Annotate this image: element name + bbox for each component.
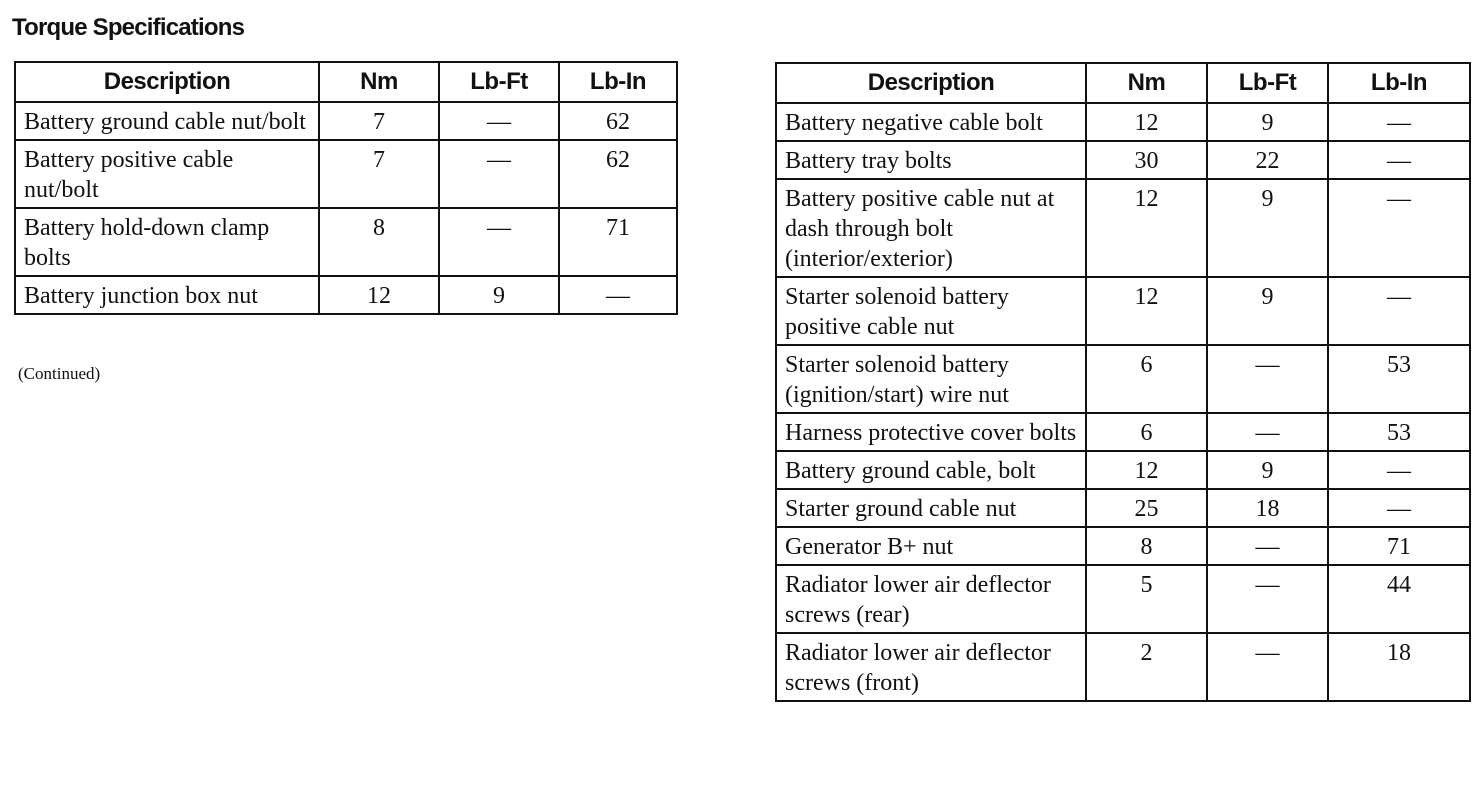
cell-lb-in: — (1328, 141, 1470, 179)
cell-description: Starter ground cable nut (776, 489, 1086, 527)
cell-lb-in: — (559, 276, 677, 314)
cell-nm: 6 (1086, 345, 1207, 413)
cell-lb-in: 53 (1328, 413, 1470, 451)
cell-description: Battery positive cable nut/bolt (15, 140, 319, 208)
cell-lb-in: — (1328, 179, 1470, 277)
cell-nm: 12 (1086, 277, 1207, 345)
page-title: Torque Specifications (12, 14, 245, 41)
cell-nm: 12 (1086, 451, 1207, 489)
column-header-lb-in: Lb-In (1328, 63, 1470, 103)
cell-description: Battery negative cable bolt (776, 103, 1086, 141)
cell-nm: 12 (1086, 103, 1207, 141)
cell-lb-in: — (1328, 103, 1470, 141)
cell-lb-ft: 9 (1207, 451, 1328, 489)
cell-nm: 5 (1086, 565, 1207, 633)
cell-description: Radiator lower air deflector screws (rear) (776, 565, 1086, 633)
table-row (15, 102, 677, 140)
cell-lb-in: 62 (559, 140, 677, 208)
column-header-description: Description (15, 62, 319, 102)
cell-lb-in: — (1328, 451, 1470, 489)
table-row (15, 276, 677, 314)
column-header-description: Description (776, 63, 1086, 103)
cell-lb-in: 18 (1328, 633, 1470, 701)
cell-description: Battery tray bolts (776, 141, 1086, 179)
column-header-nm: Nm (1086, 63, 1207, 103)
table-row (776, 277, 1470, 345)
table-row (776, 633, 1470, 701)
column-header-lb-ft: Lb-Ft (1207, 63, 1328, 103)
table-header-row (776, 63, 1470, 103)
table-row (776, 179, 1470, 277)
continued-note: (Continued) (18, 364, 101, 383)
cell-description: Starter solenoid battery positive cable nut (776, 277, 1086, 345)
cell-description: Starter solenoid battery (ignition/start) wire nut (776, 345, 1086, 413)
cell-lb-in: — (1328, 277, 1470, 345)
cell-description: Battery junction box nut (15, 276, 319, 314)
table-row (776, 141, 1470, 179)
cell-lb-in: — (1328, 489, 1470, 527)
cell-nm: 12 (319, 276, 439, 314)
cell-nm: 30 (1086, 141, 1207, 179)
cell-lb-in: 62 (559, 102, 677, 140)
cell-nm: 6 (1086, 413, 1207, 451)
cell-lb-ft: — (439, 208, 559, 276)
table-row (776, 413, 1470, 451)
table-row (15, 208, 677, 276)
cell-lb-ft: — (1207, 527, 1328, 565)
cell-description: Battery ground cable nut/bolt (15, 102, 319, 140)
cell-lb-ft: 22 (1207, 141, 1328, 179)
cell-lb-in: 53 (1328, 345, 1470, 413)
torque-table-right (775, 62, 1471, 702)
cell-lb-ft: — (1207, 565, 1328, 633)
cell-nm: 7 (319, 102, 439, 140)
table-body-left (15, 102, 677, 314)
table-row (776, 565, 1470, 633)
table-row (776, 345, 1470, 413)
cell-lb-ft: 9 (439, 276, 559, 314)
table-header-row (15, 62, 677, 102)
cell-lb-ft: 18 (1207, 489, 1328, 527)
cell-lb-ft: 9 (1207, 179, 1328, 277)
cell-description: Harness protective cover bolts (776, 413, 1086, 451)
cell-nm: 8 (319, 208, 439, 276)
column-header-lb-ft: Lb-Ft (439, 62, 559, 102)
cell-lb-in: 71 (559, 208, 677, 276)
cell-lb-ft: — (439, 102, 559, 140)
table-row (776, 527, 1470, 565)
cell-nm: 12 (1086, 179, 1207, 277)
column-header-nm: Nm (319, 62, 439, 102)
cell-lb-ft: — (1207, 413, 1328, 451)
cell-lb-ft: 9 (1207, 103, 1328, 141)
torque-table-left (14, 61, 678, 315)
cell-description: Battery positive cable nut at dash through bolt (interior/exterior) (776, 179, 1086, 277)
cell-lb-in: 44 (1328, 565, 1470, 633)
cell-lb-ft: 9 (1207, 277, 1328, 345)
table-row (15, 140, 677, 208)
cell-nm: 7 (319, 140, 439, 208)
cell-lb-ft: — (1207, 345, 1328, 413)
cell-nm: 2 (1086, 633, 1207, 701)
table-body-right (776, 103, 1470, 701)
table-row (776, 489, 1470, 527)
cell-description: Radiator lower air deflector screws (front) (776, 633, 1086, 701)
cell-lb-in: 71 (1328, 527, 1470, 565)
cell-lb-ft: — (1207, 633, 1328, 701)
column-header-lb-in: Lb-In (559, 62, 677, 102)
cell-nm: 8 (1086, 527, 1207, 565)
table-row (776, 103, 1470, 141)
cell-lb-ft: — (439, 140, 559, 208)
cell-description: Battery hold-down clamp bolts (15, 208, 319, 276)
cell-nm: 25 (1086, 489, 1207, 527)
cell-description: Generator B+ nut (776, 527, 1086, 565)
cell-description: Battery ground cable, bolt (776, 451, 1086, 489)
table-row (776, 451, 1470, 489)
